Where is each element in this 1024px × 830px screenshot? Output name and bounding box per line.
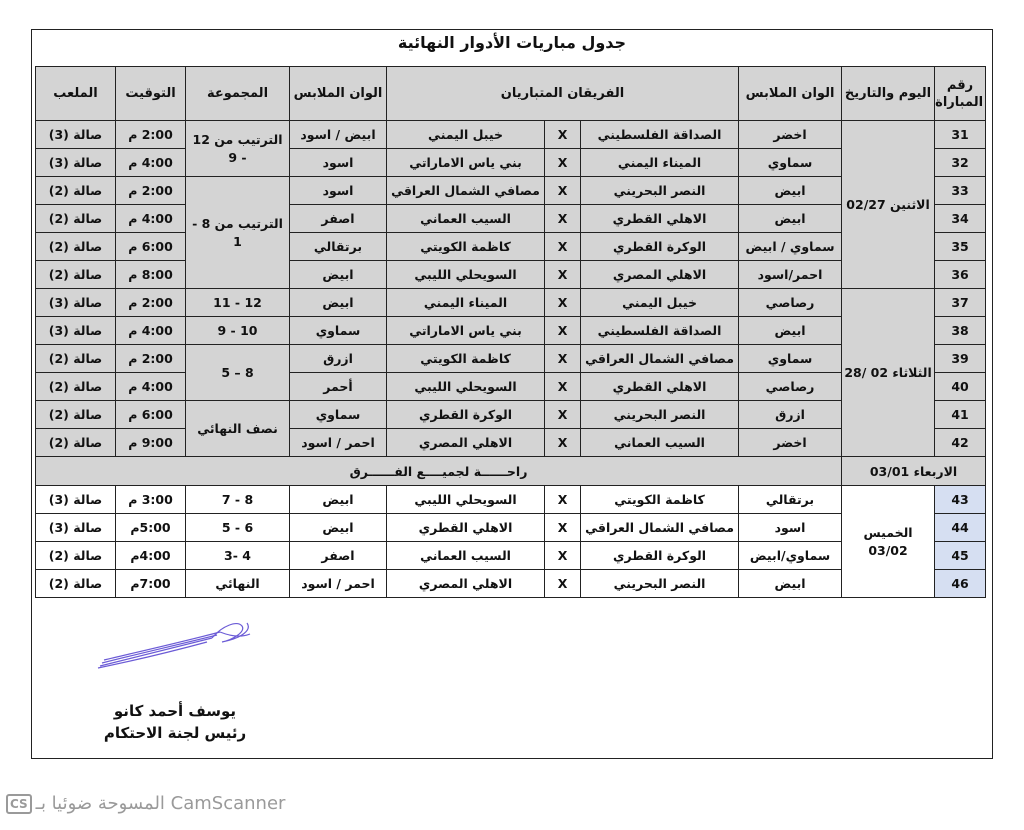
team-a-cell: خيبل اليمني — [581, 289, 739, 317]
colors-b-cell: ازرق — [290, 345, 387, 373]
colors-a-cell: سماوي — [739, 345, 842, 373]
time-cell: 9:00 م — [116, 429, 186, 457]
venue-cell: صالة (2) — [36, 401, 116, 429]
colors-b-cell: ابيض — [290, 486, 387, 514]
signatory-name: يوسف أحمد كانو — [113, 702, 237, 720]
vs-cell: X — [545, 345, 581, 373]
team-b-cell: الوكرة القطري — [387, 401, 545, 429]
team-a-cell: الميناء اليمني — [581, 149, 739, 177]
team-a-cell: الوكرة القطري — [581, 233, 739, 261]
colors-a-cell: سماوي/ابيض — [739, 542, 842, 570]
colors-b-cell: اصفر — [290, 542, 387, 570]
group-cell: 4 -3 — [186, 542, 290, 570]
header-colors-a: الوان الملابس — [739, 67, 842, 121]
time-cell: 5:00م — [116, 514, 186, 542]
rest-day-date: الاربعاء 03/01 — [842, 457, 986, 486]
team-a-cell: السيب العماني — [581, 429, 739, 457]
team-b-cell: مصافي الشمال العراقي — [387, 177, 545, 205]
header-colors-b: الوان الملابس — [290, 67, 387, 121]
team-b-cell: خيبل اليمني — [387, 121, 545, 149]
team-a-cell: الاهلي القطري — [581, 373, 739, 401]
venue-cell: صالة (3) — [36, 317, 116, 345]
colors-b-cell: ابيض — [290, 514, 387, 542]
colors-b-cell: احمر / اسود — [290, 429, 387, 457]
team-b-cell: السويحلي الليبي — [387, 373, 545, 401]
time-cell: 2:00 م — [116, 289, 186, 317]
team-b-cell: الميناء اليمني — [387, 289, 545, 317]
day-date-cell: الخميس 03/02 — [842, 486, 935, 598]
match-number: 41 — [935, 401, 986, 429]
team-a-cell: الصداقة الفلسطيني — [581, 121, 739, 149]
vs-cell: X — [545, 542, 581, 570]
header-day-date: اليوم والتاريخ — [842, 67, 935, 121]
table-row — [36, 289, 986, 317]
colors-b-cell: ابيض — [290, 261, 387, 289]
vs-cell: X — [545, 233, 581, 261]
group-cell: 10 - 9 — [186, 317, 290, 345]
watermark-text: المسوحة ضوئيا بـ CamScanner — [35, 793, 286, 814]
colors-a-cell: ازرق — [739, 401, 842, 429]
match-number: 35 — [935, 233, 986, 261]
signatory-role: رئيس لجنة الاحتكام — [103, 724, 247, 742]
table-row — [36, 121, 986, 149]
group-cell: 12 - 11 — [186, 289, 290, 317]
match-number: 43 — [935, 486, 986, 514]
colors-b-cell: سماوي — [290, 401, 387, 429]
venue-cell: صالة (2) — [36, 345, 116, 373]
group-cell: 8 - 7 — [186, 486, 290, 514]
time-cell: 4:00 م — [116, 205, 186, 233]
colors-a-cell: سماوي — [739, 149, 842, 177]
time-cell: 2:00 م — [116, 121, 186, 149]
team-a-cell: النصر البحريني — [581, 401, 739, 429]
time-cell: 3:00 م — [116, 486, 186, 514]
camscanner-watermark — [6, 793, 285, 814]
match-number: 39 — [935, 345, 986, 373]
time-cell: 4:00م — [116, 542, 186, 570]
colors-a-cell: اخضر — [739, 429, 842, 457]
match-number: 38 — [935, 317, 986, 345]
vs-cell: X — [545, 205, 581, 233]
time-cell: 8:00 م — [116, 261, 186, 289]
signature-block — [60, 700, 290, 744]
time-cell: 6:00 م — [116, 233, 186, 261]
colors-b-cell: احمر / اسود — [290, 570, 387, 598]
header-teams: الفريقان المتباريان — [387, 67, 739, 121]
venue-cell: صالة (2) — [36, 261, 116, 289]
venue-cell: صالة (3) — [36, 149, 116, 177]
team-a-cell: كاظمة الكويتي — [581, 486, 739, 514]
header-row — [36, 67, 986, 121]
match-number: 33 — [935, 177, 986, 205]
header-match-no: رقم المباراة — [935, 67, 986, 121]
team-b-cell: السيب العماني — [387, 542, 545, 570]
group-cell: 6 - 5 — [186, 514, 290, 542]
colors-a-cell: ابيض — [739, 205, 842, 233]
venue-cell: صالة (3) — [36, 289, 116, 317]
match-number: 44 — [935, 514, 986, 542]
venue-cell: صالة (2) — [36, 373, 116, 401]
colors-b-cell: اسود — [290, 177, 387, 205]
match-number: 40 — [935, 373, 986, 401]
group-cell: الترتيب من 12 - 9 — [186, 121, 290, 177]
vs-cell: X — [545, 373, 581, 401]
team-a-cell: الصداقة الفلسطيني — [581, 317, 739, 345]
day-date-cell: الاثنين 02/27 — [842, 121, 935, 289]
vs-cell: X — [545, 570, 581, 598]
time-cell: 4:00 م — [116, 149, 186, 177]
team-b-cell: بني ياس الاماراتي — [387, 317, 545, 345]
time-cell: 4:00 م — [116, 373, 186, 401]
colors-a-cell: برتقالي — [739, 486, 842, 514]
colors-b-cell: سماوي — [290, 317, 387, 345]
group-cell: 8 – 5 — [186, 345, 290, 401]
vs-cell: X — [545, 401, 581, 429]
vs-cell: X — [545, 177, 581, 205]
match-number: 46 — [935, 570, 986, 598]
header-venue: الملعب — [36, 67, 116, 121]
colors-b-cell: برتقالي — [290, 233, 387, 261]
match-number: 42 — [935, 429, 986, 457]
team-a-cell: مصافي الشمال العراقي — [581, 345, 739, 373]
table-row — [36, 486, 986, 514]
venue-cell: صالة (2) — [36, 570, 116, 598]
rest-day-row — [36, 457, 986, 486]
time-cell: 7:00م — [116, 570, 186, 598]
colors-b-cell: ابيض — [290, 289, 387, 317]
team-a-cell: النصر البحريني — [581, 177, 739, 205]
vs-cell: X — [545, 149, 581, 177]
vs-cell: X — [545, 429, 581, 457]
time-cell: 4:00 م — [116, 317, 186, 345]
day-date-cell: الثلاثاء 02 /28 — [842, 289, 935, 457]
match-number: 36 — [935, 261, 986, 289]
camscanner-logo-icon: CS — [6, 794, 32, 814]
vs-cell: X — [545, 261, 581, 289]
vs-cell: X — [545, 514, 581, 542]
venue-cell: صالة (2) — [36, 205, 116, 233]
vs-cell: X — [545, 486, 581, 514]
time-cell: 6:00 م — [116, 401, 186, 429]
header-group: المجموعة — [186, 67, 290, 121]
team-a-cell: النصر البحريني — [581, 570, 739, 598]
group-cell: النهائي — [186, 570, 290, 598]
colors-a-cell: احمر/اسود — [739, 261, 842, 289]
match-number: 37 — [935, 289, 986, 317]
team-b-cell: كاظمة الكويتي — [387, 345, 545, 373]
team-b-cell: السيب العماني — [387, 205, 545, 233]
group-cell: الترتيب من 8 - 1 — [186, 177, 290, 289]
venue-cell: صالة (2) — [36, 233, 116, 261]
time-cell: 2:00 م — [116, 345, 186, 373]
colors-a-cell: ابيض — [739, 177, 842, 205]
vs-cell: X — [545, 317, 581, 345]
team-b-cell: الاهلي القطري — [387, 514, 545, 542]
team-b-cell: السويحلي الليبي — [387, 486, 545, 514]
team-b-cell: الاهلي المصري — [387, 570, 545, 598]
team-b-cell: السويحلي الليبي — [387, 261, 545, 289]
header-time: التوقيت — [116, 67, 186, 121]
colors-a-cell: رصاصي — [739, 289, 842, 317]
venue-cell: صالة (3) — [36, 121, 116, 149]
colors-a-cell: اخضر — [739, 121, 842, 149]
colors-b-cell: اسود — [290, 149, 387, 177]
match-number: 45 — [935, 542, 986, 570]
schedule-table — [35, 66, 986, 598]
venue-cell: صالة (3) — [36, 514, 116, 542]
vs-cell: X — [545, 121, 581, 149]
rest-day-text: راحــــــة لجميــــع الفــــــرق — [36, 457, 842, 486]
match-number: 31 — [935, 121, 986, 149]
team-b-cell: كاظمة الكويتي — [387, 233, 545, 261]
venue-cell: صالة (2) — [36, 177, 116, 205]
schedule-body — [36, 67, 986, 598]
colors-b-cell: أحمر — [290, 373, 387, 401]
team-b-cell: بني ياس الاماراتي — [387, 149, 545, 177]
match-number: 34 — [935, 205, 986, 233]
time-cell: 2:00 م — [116, 177, 186, 205]
signature-scribble — [92, 618, 262, 678]
match-number: 32 — [935, 149, 986, 177]
venue-cell: صالة (2) — [36, 542, 116, 570]
colors-a-cell: ابيض — [739, 317, 842, 345]
group-cell: نصف النهائي — [186, 401, 290, 457]
team-a-cell: الاهلي المصري — [581, 261, 739, 289]
colors-b-cell: اصفر — [290, 205, 387, 233]
colors-a-cell: رصاصي — [739, 373, 842, 401]
colors-a-cell: سماوي / ابيض — [739, 233, 842, 261]
vs-cell: X — [545, 289, 581, 317]
colors-a-cell: ابيض — [739, 570, 842, 598]
team-b-cell: الاهلي المصري — [387, 429, 545, 457]
team-a-cell: الوكرة القطري — [581, 542, 739, 570]
venue-cell: صالة (3) — [36, 486, 116, 514]
venue-cell: صالة (2) — [36, 429, 116, 457]
team-a-cell: الاهلي القطري — [581, 205, 739, 233]
team-a-cell: مصافي الشمال العراقي — [581, 514, 739, 542]
page-title: جدول مباريات الأدوار النهائية — [397, 33, 627, 52]
colors-b-cell: ابيض / اسود — [290, 121, 387, 149]
colors-a-cell: اسود — [739, 514, 842, 542]
